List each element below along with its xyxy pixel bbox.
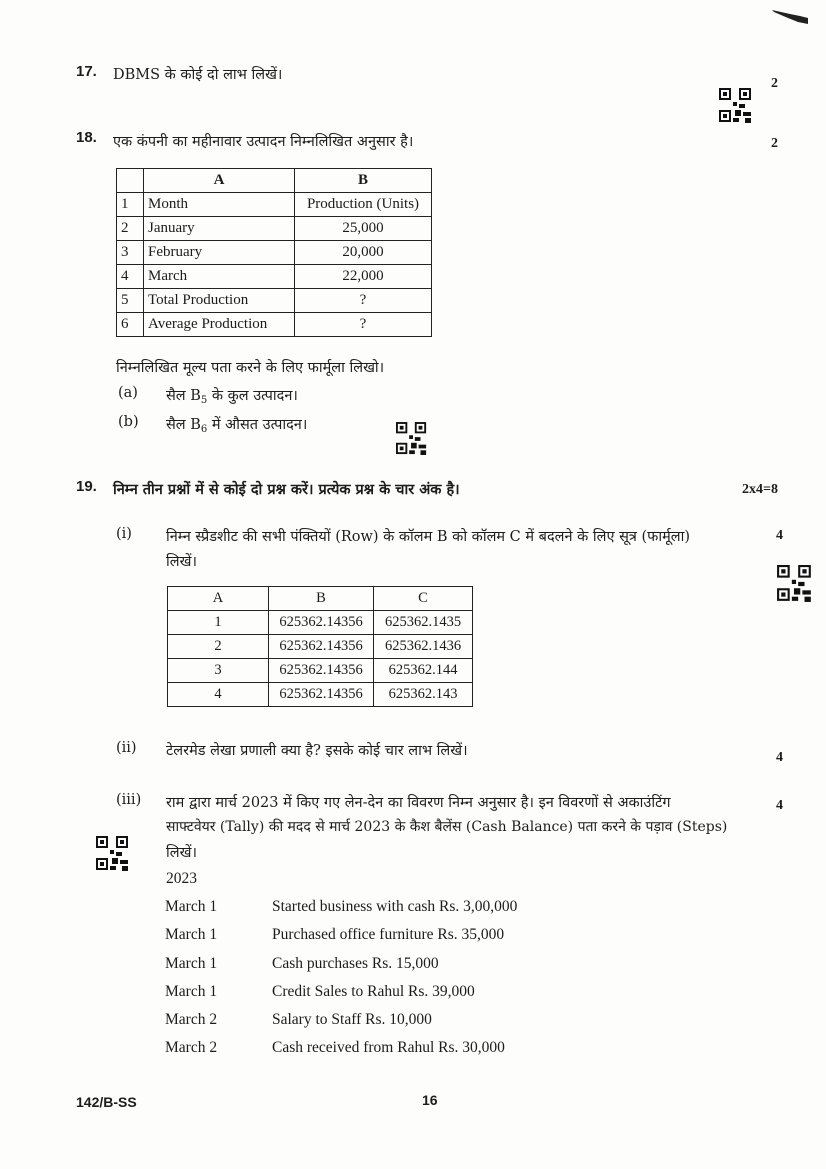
cell-b: 625362.14356 <box>269 659 374 683</box>
q19-number: 19. <box>76 478 97 495</box>
row-number: 3 <box>117 241 144 265</box>
entry-desc: Purchased office furniture Rs. 35,000 <box>272 926 505 944</box>
q19-ii-marks: 4 <box>776 750 783 765</box>
row-number: 2 <box>117 217 144 241</box>
q18-part-b-label: (b) <box>118 414 139 430</box>
cell-a: March <box>144 265 295 289</box>
q19-iii-label: (iii) <box>116 792 142 808</box>
q19-iii-line1: राम द्वारा मार्च 2023 में किए गए लेन-देन का विवरण निम्न अनुसार है। इन विवरणों से अकाउंटिंग <box>166 795 671 811</box>
table-row <box>117 241 432 265</box>
qr-code-icon <box>719 88 753 124</box>
q17-text: DBMS के कोई दो लाभ लिखें। <box>113 67 283 83</box>
cell-c: 625362.1436 <box>374 635 473 659</box>
production-table <box>116 168 432 337</box>
col-header-b: B <box>295 169 432 193</box>
cell-b: 25,000 <box>295 217 432 241</box>
entry-desc: Cash received from Rahul Rs. 30,000 <box>272 1039 505 1057</box>
q19-marks: 2x4=8 <box>742 482 778 497</box>
table-row <box>168 611 473 635</box>
table-row <box>168 683 473 707</box>
list-item <box>165 983 517 1011</box>
entry-date: March 2 <box>165 1039 218 1057</box>
paper-code: 142/B-SS <box>76 1094 137 1110</box>
cell-b: ? <box>295 289 432 313</box>
table-row <box>117 313 432 337</box>
cell-b: 625362.14356 <box>269 611 374 635</box>
list-item <box>165 898 517 926</box>
spreadsheet-table <box>167 586 473 707</box>
entry-date: March 2 <box>165 1011 218 1029</box>
cell-b: 22,000 <box>295 265 432 289</box>
cell-a: February <box>144 241 295 265</box>
q18-part-a-label: (a) <box>118 385 138 401</box>
cell-b: Production (Units) <box>295 193 432 217</box>
transactions-year: 2023 <box>166 870 197 887</box>
entry-date: March 1 <box>165 926 218 944</box>
q18-text: एक कंपनी का महीनावार उत्पादन निम्नलिखित अनुसार है। <box>113 134 414 150</box>
entry-date: March 1 <box>165 898 218 915</box>
table-row <box>117 217 432 241</box>
q17-number: 17. <box>76 63 97 80</box>
corner-scan-mark <box>770 6 810 26</box>
row-number: 4 <box>117 265 144 289</box>
q19-i-marks: 4 <box>776 528 783 543</box>
cell-a: Average Production <box>144 313 295 337</box>
cell-a: 3 <box>168 659 269 683</box>
list-item <box>165 1011 517 1039</box>
table-row <box>168 659 473 683</box>
cell-c: 625362.1435 <box>374 611 473 635</box>
entry-date: March 1 <box>165 982 218 1000</box>
list-item <box>165 926 517 954</box>
col-header-a: A <box>144 169 295 193</box>
entry-desc: Cash purchases Rs. 15,000 <box>272 954 439 972</box>
entry-desc: Credit Sales to Rahul Rs. 39,000 <box>272 982 475 1000</box>
col-header-b: B <box>269 587 374 611</box>
cell-b: 20,000 <box>295 241 432 265</box>
q19-text: निम्न तीन प्रश्नों में से कोई दो प्रश्न करें। प्रत्येक प्रश्न के चार अंक है। <box>113 481 460 498</box>
q18-part-a-text: सैल $B_5$ के कुल उत्पादन। <box>166 388 298 406</box>
cell-b: ? <box>295 313 432 337</box>
table-row <box>168 635 473 659</box>
col-header-a: A <box>168 587 269 611</box>
row-number: 6 <box>117 313 144 337</box>
cell-b: 625362.14356 <box>269 635 374 659</box>
q19-iii-line3: लिखें। <box>166 845 197 861</box>
qr-code-icon <box>396 422 428 456</box>
cell-a: Total Production <box>144 289 295 313</box>
cell-a: Month <box>144 193 295 217</box>
q17-marks: 2 <box>771 76 778 91</box>
q18-part-b-text: सैल $B_6$ में औसत उत्पादन। <box>166 417 308 435</box>
entry-date: March 1 <box>165 954 218 972</box>
qr-code-icon <box>96 836 130 872</box>
qr-code-icon <box>776 565 814 603</box>
cell-c: 625362.143 <box>374 683 473 707</box>
row-number: 1 <box>117 193 144 217</box>
table-row <box>117 265 432 289</box>
transactions-list <box>165 898 517 1068</box>
q18-instruction: निम्नलिखित मूल्य पता करने के लिए फार्मूला लिखो। <box>116 360 385 376</box>
row-number: 5 <box>117 289 144 313</box>
col-header-c: C <box>374 587 473 611</box>
list-item <box>165 955 517 983</box>
cell-a: 1 <box>168 611 269 635</box>
q19-iii-line2: साफ्टवेयर (Tally) की मदद से मार्च 2023 के कैश बैलेंस (Cash Balance) पता करने के पड़ाव (Steps) <box>166 819 728 835</box>
table-row <box>117 289 432 313</box>
cell-b: 625362.14356 <box>269 683 374 707</box>
cell-c: 625362.144 <box>374 659 473 683</box>
q19-ii-text: टेलरमेड लेखा प्रणाली क्या है? इसके कोई चार लाभ लिखें। <box>166 743 468 759</box>
q18-number: 18. <box>76 129 97 146</box>
q19-i-line1: निम्न स्प्रैडशीट की सभी पंक्तियों (Row) के कॉलम B को कॉलम C में बदलने के लिए सूत्र (फार्मूला) <box>166 529 691 545</box>
list-item <box>165 1039 517 1067</box>
q19-i-label: (i) <box>116 526 132 542</box>
page-number: 16 <box>422 1092 438 1108</box>
cell-a: 4 <box>168 683 269 707</box>
q18-marks: 2 <box>771 136 778 151</box>
q19-i-line2: लिखें। <box>166 554 197 570</box>
table-row <box>117 193 432 217</box>
entry-desc: Salary to Staff Rs. 10,000 <box>272 1011 432 1029</box>
cell-a: 2 <box>168 635 269 659</box>
q19-iii-marks: 4 <box>776 798 783 813</box>
cell-a: January <box>144 217 295 241</box>
entry-desc: Started business with cash Rs. 3,00,000 <box>272 898 518 915</box>
q19-ii-label: (ii) <box>116 740 137 756</box>
